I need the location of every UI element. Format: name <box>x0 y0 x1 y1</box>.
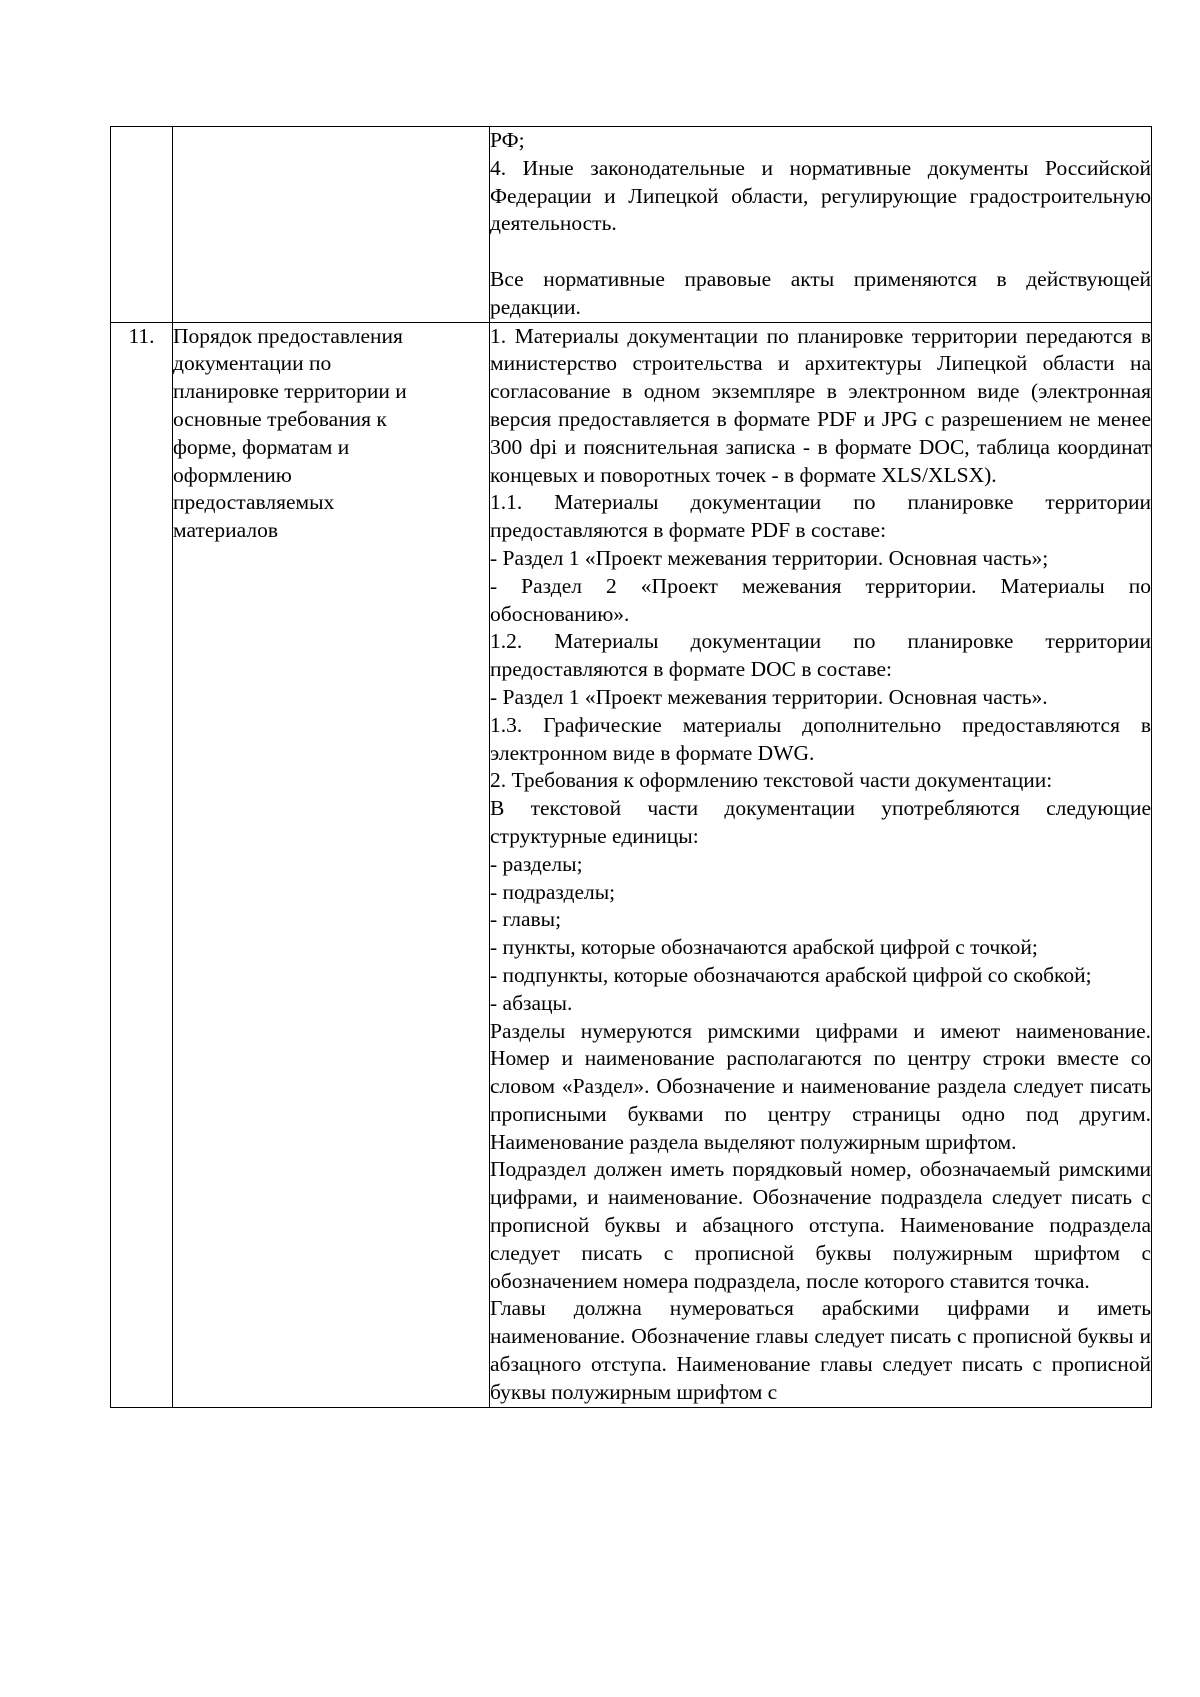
row-content <box>490 127 1152 323</box>
row-title-line: материалов <box>173 518 279 543</box>
row-content <box>490 322 1152 1407</box>
paragraph: 1. Материалы документации по планировке территории передаются в министерство строительства и архитектуры Липецкой области на согласование в одном экземпляре в электронном виде (электронная версия предоставляется в формате PDF и JPG с разрешением не менее 300 dpi и пояснительная записка - в формате DOC, таблица координат концевых и поворотных точек - в формате XLS/XLSX). <box>490 323 1151 487</box>
paragraph: - подразделы; <box>490 879 616 904</box>
row-title-line: документации по <box>173 351 332 376</box>
row-title-line: планировке территории и <box>173 379 407 404</box>
row-number <box>111 127 173 323</box>
row-title <box>173 322 490 1407</box>
requirements-table <box>110 126 1152 1408</box>
paragraph: В текстовой части документации употребляются следующие структурные единицы: <box>490 796 1151 848</box>
paragraph: - абзацы. <box>490 990 573 1015</box>
paragraph: - Раздел 1 «Проект межевания территории. Основная часть»; <box>490 545 1049 570</box>
table-row <box>111 127 1152 323</box>
paragraph: 1.2. Материалы документации по планировке территории предоставляются в формате DOC в составе: <box>490 629 1151 682</box>
paragraph: - подпункты, которые обозначаются арабской цифрой со скобкой; <box>490 962 1092 987</box>
row-number: 11. <box>111 322 173 1407</box>
paragraph: 4. Иные законодательные и нормативные документы Российской Федерации и Липецкой области, регулирующие градостроительную деятельность. <box>490 155 1151 236</box>
table-row <box>111 322 1152 1407</box>
paragraph: Разделы нумеруются римскими цифрами и имеют наименование. Номер и наименование располагаются по центру строки вместе со словом «Раздел». Обозначение и наименование раздела следует писать прописными буквами по центру страницы одно под другим. Наименование раздела выделяют полужирным шрифтом. <box>490 1018 1151 1154</box>
paragraph: - разделы; <box>490 851 583 876</box>
paragraph: 1.3. Графические материалы дополнительно предоставляются в электронном виде в формате DWG. <box>490 712 1151 765</box>
paragraph: - Раздел 1 «Проект межевания территории. Основная часть». <box>490 684 1048 709</box>
row-title-line: основные требования к <box>173 406 387 431</box>
paragraph: Главы должна нумероваться арабскими цифрами и иметь наименование. Обозначение главы следует писать с прописной буквы и абзацного отступа. Наименование главы следует писать с прописной буквы полужирным шрифтом с <box>490 1296 1151 1404</box>
paragraph: - пункты, которые обозначаются арабской цифрой с точкой; <box>490 935 1038 960</box>
paragraph: 1.1. Материалы документации по планировке территории предоставляются в формате PDF в составе: <box>490 490 1151 543</box>
paragraph: Все нормативные правовые акты применяются в действующей редакции. <box>490 266 1151 319</box>
paragraph: Подраздел должен иметь порядковый номер, обозначаемый римскими цифрами, и наименование. Обозначение подраздела следует писать с прописной буквы и абзацного отступа. Наименование подраздела следует писать с прописной буквы полужирным шрифтом с обозначением номера подраздела, после которого ставится точка. <box>490 1157 1151 1293</box>
paragraph: 2. Требования к оформлению текстовой части документации: <box>490 768 1053 793</box>
paragraph: - главы; <box>490 907 562 932</box>
row-title-line: предоставляемых <box>173 490 335 515</box>
row-title <box>173 127 490 323</box>
row-title-line: Порядок предоставления <box>173 323 403 348</box>
paragraph: РФ; <box>490 128 525 152</box>
row-title-line: оформлению <box>173 462 292 487</box>
paragraph: - Раздел 2 «Проект межевания территории. Материалы по обоснованию». <box>490 573 1151 626</box>
row-title-line: форме, форматам и <box>173 434 350 459</box>
